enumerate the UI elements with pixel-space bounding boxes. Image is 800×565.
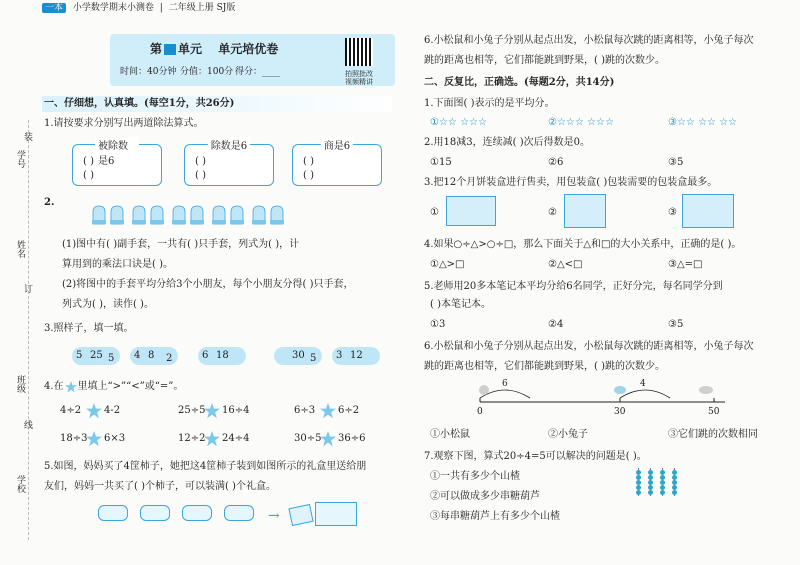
right-q6-line1: 6.小松鼠和小兔子分别从起点出发，小松鼠每次跳的距离相等，小兔子每次 (424, 341, 754, 352)
compare-left: 12÷2 (178, 433, 206, 444)
compare-left: 4÷2 (60, 405, 82, 416)
mooncake-box-icon (446, 196, 496, 226)
unit-number-box (164, 44, 176, 55)
compare-star-icon[interactable] (86, 431, 100, 445)
cloud-middle: 12 (350, 350, 363, 361)
right-q4: 4.如果○÷△>○÷□，那么下面关于△和□的大小关系中，正确的是( )。 (424, 239, 742, 250)
q7-option-3[interactable]: ③每串糖葫芦上有多少个山楂 (430, 511, 560, 522)
mooncake-box-icon (564, 194, 606, 228)
axis-label-0: 0 (477, 407, 483, 417)
q1-option-3[interactable]: ③☆☆ ☆☆ ☆☆ (668, 117, 738, 128)
compare-right: 6×3 (104, 433, 126, 444)
q6-option-3[interactable]: ③它们跳的次数相同 (668, 429, 758, 440)
mitten-icon (250, 204, 268, 224)
right-q5-line2: ( )本笔记本。 (430, 299, 491, 310)
compare-right: 36÷6 (338, 433, 366, 444)
section-1-title: 一、仔细想，认真填。(每空1分，共26分) (44, 98, 235, 109)
compare-left: 25÷5 (178, 405, 206, 416)
binding-line (28, 120, 30, 540)
right-q5-line1: 5.老师用20多本笔记本平均分给6名同学，正好分完，每名同学分到 (424, 281, 723, 292)
score-label: 分值：100分 (180, 67, 234, 77)
right-q7: 7.观察下图，算式20÷4=5可以解决的问题是( )。 (424, 451, 647, 462)
rabbit-jump-arc (620, 390, 670, 398)
left-q2-line4: 列式为( )，读作( )。 (62, 299, 154, 310)
cloud-left: 3 (336, 350, 343, 361)
basket-icon (182, 505, 212, 521)
compare-left: 18÷3 (60, 433, 88, 444)
q1-box-divisor (184, 141, 274, 186)
cloud-left: 4 (134, 350, 141, 361)
cloud-middle: 30 (292, 350, 305, 361)
compare-star-icon[interactable] (204, 403, 218, 417)
right-q3: 3.把12个月饼装盒进行售卖，用包装盒( )包装需要的包装盒最多。 (424, 177, 718, 188)
mitten-icon (268, 204, 286, 224)
right-q1: 1.下面图( )表示的是平均分。 (424, 98, 555, 109)
box-header: 被除数是6 (95, 137, 139, 167)
got-score-label: 得分：____ (235, 67, 281, 77)
right-q6-line2: 跳的距离也相等，它们都能跳到野果，( )跳的次数少。 (424, 55, 665, 66)
box-header: 除数是6 (208, 137, 250, 152)
number-cloud (130, 347, 178, 365)
haw-icon (648, 490, 653, 495)
student-number-label: 学号 (15, 150, 25, 168)
squirrel-jump-label: 6 (502, 379, 508, 389)
compare-right: 4-2 (104, 405, 121, 416)
left-q5-line2: 友们，妈妈一共买了( )个柿子，可以装满( )个礼盒。 (44, 481, 276, 492)
q5-option-3[interactable]: ③5 (668, 319, 684, 330)
left-q4: 4.在 里填上“>”“<”或“=”。 (44, 381, 184, 392)
cloud-middle: 18 (216, 350, 229, 361)
time-label: 时间：40分钟 (120, 67, 177, 77)
q4-option-2[interactable]: ②△<□ (548, 259, 583, 270)
left-q1: 1.请按要求分别写出两道除法算式。 (44, 118, 204, 129)
cloud-right: 5 (108, 353, 115, 364)
q2-option-1[interactable]: ①15 (430, 157, 452, 168)
q5-option-2[interactable]: ②4 (548, 319, 564, 330)
bind-mark: 装 (24, 133, 34, 143)
mitten-icon (188, 204, 206, 224)
q1-box-dividend (72, 141, 162, 186)
answer-blank[interactable]: ( ) (303, 156, 314, 167)
mooncake-box-icon (682, 194, 734, 228)
haw-icon (660, 490, 665, 495)
qr-code-icon[interactable] (345, 38, 373, 66)
q3-option-2[interactable]: ② (548, 207, 557, 218)
left-q3: 3.照样子，填一填。 (44, 323, 134, 334)
student-name-label: 姓名 (15, 240, 25, 258)
number-cloud (332, 347, 380, 365)
cloud-right: 5 (310, 353, 317, 364)
q7-option-1[interactable]: ①一共有多少个山楂 (430, 471, 520, 482)
arrow-right-icon: → (268, 508, 280, 524)
compare-star-icon[interactable] (204, 431, 218, 445)
compare-left: 30÷5 (294, 433, 322, 444)
q5-option-1[interactable]: ①3 (430, 319, 446, 330)
fruit-icon (614, 386, 626, 394)
unit-title: 第 单元 单元培优卷 (150, 42, 279, 56)
school-label: 学校 (15, 475, 25, 493)
section-2-title: 二、反复比，正确选。(每题2分，共14分) (424, 77, 615, 88)
qr-caption: 拍照批改 视频精讲 (345, 70, 373, 86)
compare-star-icon[interactable] (320, 431, 334, 445)
q6-option-1[interactable]: ①小松鼠 (430, 429, 470, 440)
compare-left: 6÷3 (294, 405, 316, 416)
compare-right: 16÷4 (222, 405, 250, 416)
q2-option-2[interactable]: ②6 (548, 157, 564, 168)
gift-box-icon (315, 502, 357, 526)
mitten-icon (228, 204, 246, 224)
basket-icon (140, 505, 170, 521)
left-q2-line2: 算用到的乘法口诀是( )。 (62, 259, 173, 270)
cloud-right: 2 (166, 353, 173, 364)
cloud-middle: 8 (148, 350, 155, 361)
basket-icon (98, 505, 128, 521)
paper-title: 单元培优卷 (218, 42, 279, 56)
q7-option-2[interactable]: ②可以做成多少串糖葫芦 (430, 491, 540, 502)
rabbit-jump-label: 4 (640, 379, 646, 389)
mitten-icon (170, 204, 188, 224)
answer-blank[interactable]: ( ) (195, 156, 206, 167)
box-header: 商是6 (321, 137, 353, 152)
compare-right: 24÷4 (222, 433, 250, 444)
compare-right: 6÷2 (338, 405, 360, 416)
series-header: 一本 小学数学期末小测卷 | 二年级上册 SJ版 (42, 2, 235, 14)
q6-option-2[interactable]: ②小兔子 (548, 429, 588, 440)
answer-blank[interactable]: ( ) (303, 170, 314, 181)
q4-option-1[interactable]: ①△>□ (430, 259, 465, 270)
haw-icon (636, 490, 641, 495)
right-q6-line1: 6.小松鼠和小兔子分别从起点出发，小松鼠每次跳的距离相等，小兔子每次 (424, 35, 754, 46)
q1-option-2[interactable]: ②☆☆☆ ☆☆☆ (548, 117, 614, 128)
right-q6-line2: 跳的距离也相等，它们都能跳到野果，( )跳的次数少。 (424, 361, 665, 372)
mitten-icon (148, 204, 166, 224)
right-q2: 2.用18减3，连续减( )次后得数是0。 (424, 137, 590, 148)
q3-option-1[interactable]: ① (430, 207, 439, 218)
axis-label-30: 30 (614, 407, 626, 417)
squirrel-icon (479, 385, 489, 395)
q4-option-3[interactable]: ③△=□ (668, 259, 703, 270)
mitten-icon (210, 204, 228, 224)
mitten-icon (90, 204, 108, 224)
answer-blank[interactable]: ( ) (195, 170, 206, 181)
cloud-left: 6 (202, 350, 209, 361)
cloud-middle: 25 (90, 350, 103, 361)
mitten-icon (130, 204, 148, 224)
bind-mark: 订 (24, 285, 34, 295)
left-q2-number: 2. (44, 197, 55, 208)
left-q5-line1: 5.如图，妈妈买了4筐柿子，她把这4筐柿子装到如图所示的礼盒里送给朋 (44, 461, 367, 472)
gift-lid-icon (288, 504, 313, 526)
class-label: 班级 (15, 375, 25, 393)
number-cloud (72, 347, 120, 365)
left-q2-line3: (2)将图中的手套平均分给3个小朋友，每个小朋友分得( )只手套， (62, 279, 354, 290)
compare-star-icon[interactable] (320, 403, 334, 417)
number-cloud (274, 347, 322, 365)
number-cloud (198, 347, 246, 365)
haw-icon (672, 490, 677, 495)
basket-icon (224, 505, 254, 521)
left-q2-line1: (1)图中有( )副手套，一共有( )只手套，列式为( )，计 (62, 239, 300, 250)
axis-label-50: 50 (708, 407, 720, 417)
answer-blank[interactable]: ( ) (83, 156, 94, 167)
q2-option-3[interactable]: ③5 (668, 157, 684, 168)
mitten-icon (108, 204, 126, 224)
cloud-left: 5 (76, 350, 83, 361)
q3-option-3[interactable]: ③ (668, 207, 677, 218)
q1-option-1[interactable]: ①☆☆ ☆☆☆ (430, 117, 487, 128)
rabbit-icon (699, 386, 713, 394)
grade-label: 二年级上册 SJ版 (168, 3, 236, 13)
q1-box-quotient (292, 141, 382, 186)
bind-mark: 线 (24, 421, 34, 431)
series-title: 小学数学期末小测卷 (72, 3, 154, 13)
compare-star-icon[interactable] (86, 403, 100, 417)
answer-blank[interactable]: ( ) (83, 170, 94, 181)
star-icon (64, 381, 78, 393)
series-badge: 一本 (42, 3, 66, 13)
